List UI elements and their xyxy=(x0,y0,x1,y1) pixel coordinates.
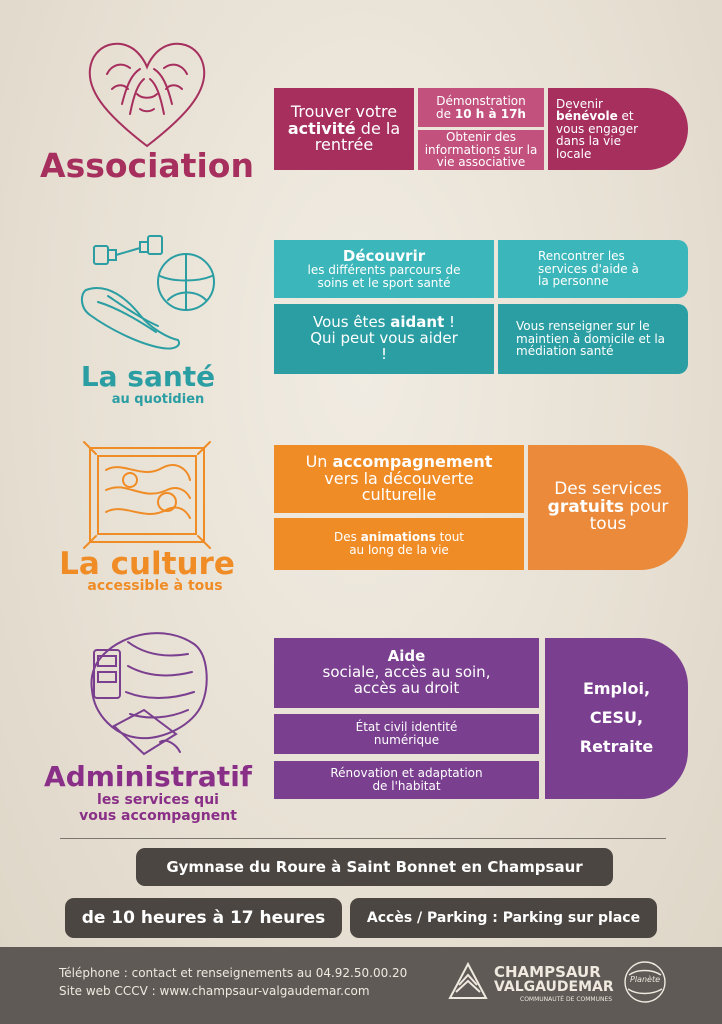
sport-health-icon xyxy=(78,220,228,360)
association-box1-bold: activité xyxy=(287,118,356,138)
association-box2-bold: 10 h à 17h xyxy=(454,106,526,121)
association-box-demo xyxy=(418,88,544,127)
culture-box3-post: pour tous xyxy=(589,496,669,535)
culture-box1-post: vers la découverte culturelle xyxy=(324,468,474,505)
culture-box-animations xyxy=(274,518,524,570)
culture-box2-post: tout au long de la vie xyxy=(349,530,465,557)
footer xyxy=(0,947,722,1024)
association-box2-pre: Démonstration de xyxy=(436,93,526,121)
admin-title: Administratif xyxy=(44,760,252,793)
culture-box2-pre: Des xyxy=(334,530,361,545)
association-box1-post: de la rentrée xyxy=(314,118,401,155)
sante-box1-bold: Découvrir xyxy=(342,246,426,265)
sante-box1-post: les différents parcours de soins et le sport santé xyxy=(307,263,461,290)
culture-box-gratuits xyxy=(528,445,688,570)
divider xyxy=(60,838,666,839)
sante-box4-text: Vous renseigner sur le maintien à domicile et la médiation santé xyxy=(516,319,666,359)
admin-subtitle-line1: les services qui xyxy=(97,792,219,808)
association-box4-post: et vous engager dans la vie locale xyxy=(556,109,639,161)
admin-box1-bold: Aide xyxy=(387,647,426,666)
admin-box-emploi xyxy=(545,638,688,799)
culture-box2-bold: animations xyxy=(360,530,436,545)
association-box1-pre: Trouver votre xyxy=(290,101,398,121)
culture-box-accompagnement xyxy=(274,445,524,513)
admin-box-renovation xyxy=(274,761,539,799)
association-box4-bold: bénévole xyxy=(556,109,618,124)
sante-subtitle: au quotidien xyxy=(111,392,205,407)
association-box-activity xyxy=(274,88,414,170)
heart-hands-icon xyxy=(82,34,212,152)
association-box4-pre: Devenir xyxy=(556,96,603,111)
admin-box4-line2: CESU, xyxy=(589,708,644,728)
planete-label: Planète xyxy=(630,975,660,984)
parking-pill: Accès / Parking : Parking sur place xyxy=(350,898,657,938)
administrative-documents-icon xyxy=(84,614,214,760)
sante-box2-text: Rencontrer les services d'aide à la personne xyxy=(538,249,639,289)
culture-box3-pre: Des services xyxy=(554,478,662,499)
admin-box4-line3: Retraite xyxy=(579,736,654,756)
admin-box-aide xyxy=(274,638,539,708)
admin-box3-text: Rénovation et adaptation de l'habitat xyxy=(330,766,483,793)
culture-box3-bold: gratuits xyxy=(547,496,624,517)
association-box-benevole xyxy=(548,88,688,170)
admin-subtitle-line2: vous accompagnent xyxy=(79,808,237,824)
culture-subtitle: accessible à tous xyxy=(87,578,223,594)
association-box3-text: Obtenir des informations sur la vie associative xyxy=(424,130,538,170)
sante-box-aidant xyxy=(274,304,494,374)
culture-title: La culture xyxy=(59,546,235,582)
admin-box1-post: sociale, accès au soin, accès au droit xyxy=(322,663,491,697)
association-title: Association xyxy=(40,146,254,185)
sante-box3-post: ! Qui peut vous aider ! xyxy=(310,313,458,363)
sante-title: La santé xyxy=(80,360,216,393)
admin-box2-text: État civil identité numérique xyxy=(355,720,458,747)
mountain-logo-icon xyxy=(447,961,489,1001)
sante-box-rencontrer xyxy=(498,240,688,298)
association-box-info xyxy=(418,130,544,170)
artwork-frame-icon xyxy=(82,440,212,550)
logo-line2: VALGAUDEMAR xyxy=(494,979,614,995)
sante-box-renseigner xyxy=(498,304,688,374)
footer-website: Site web CCCV : www.champsaur-valgaudemar.com xyxy=(59,984,370,998)
sante-box3-bold: aidant xyxy=(390,313,445,332)
culture-box1-bold: accompagnement xyxy=(332,451,493,471)
footer-phone: Téléphone : contact et renseignements au 04.92.50.00.20 xyxy=(59,966,408,980)
location-pill: Gymnase du Roure à Saint Bonnet en Champsaur xyxy=(136,848,613,886)
logo-line3: COMMUNAUTÉ DE COMMUNES xyxy=(520,996,613,1003)
culture-box1-pre: Un xyxy=(305,451,333,471)
logo-line1: CHAMPSAUR xyxy=(494,963,601,981)
sante-box-decouvrir xyxy=(274,240,494,298)
admin-box4-line1: Emploi, xyxy=(582,679,651,699)
hours-pill: de 10 heures à 17 heures xyxy=(65,898,342,938)
admin-box-etat-civil xyxy=(274,714,539,754)
sante-box3-pre: Vous êtes xyxy=(312,313,391,332)
